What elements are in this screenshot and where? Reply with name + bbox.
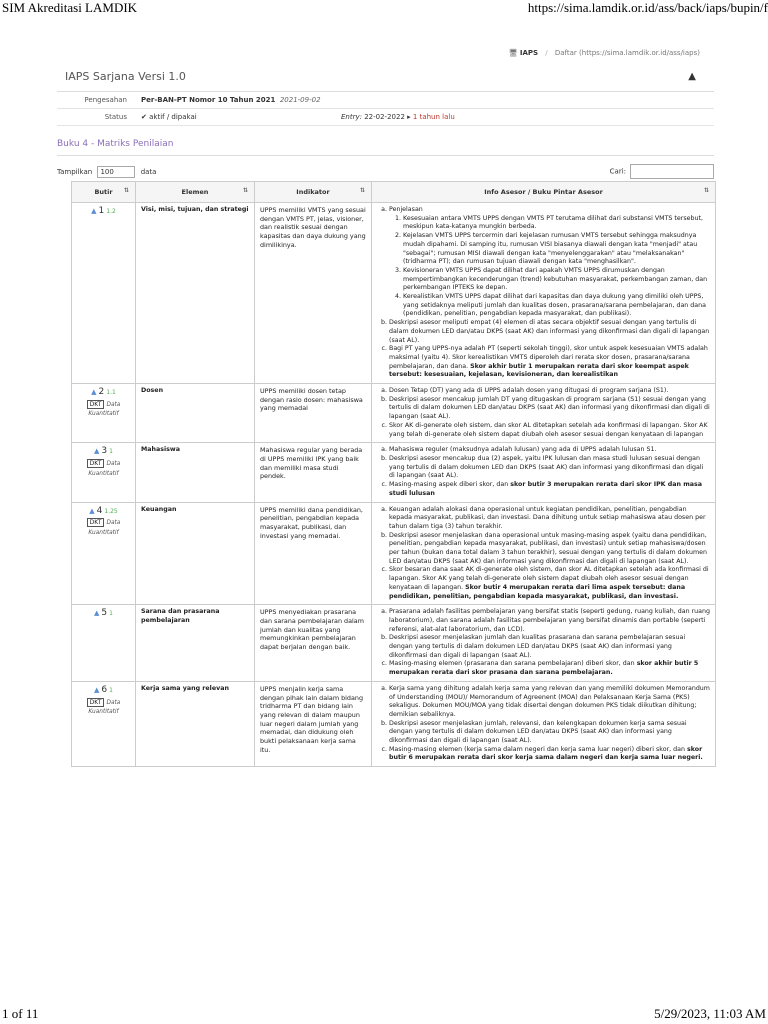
- info-subitem: 3. Kevisioneran VMTS UPPS dapat dilihat dari apakah VMTS UPPS dirumuskan dengan mempertimbangkan kecenderungan (trend) kebutuhan masyarakat, perkembangan zaman, dan perkembangan IPTEKS ke depan.: [403, 267, 710, 293]
- info-asesor-cell: [372, 502, 716, 605]
- info-item: c. Masing-masing elemen (kerja sama dalam negeri dan kerja sama luar negeri) diberi skor, dan skor butir 6 merupakan rerata dari skor kerja sama dalam negeri dan kerja sama luar negeri.: [389, 746, 710, 763]
- page-counter: 1 of 11: [2, 1006, 39, 1021]
- elemen-cell: Kerja sama yang relevan: [136, 681, 255, 766]
- panel-info: [57, 92, 714, 126]
- info-item: c. Bagi PT yang UPPS-nya adalah PT (seperti sekolah tinggi), skor untuk aspek kesesuaian VMTS adalah maksimal (yaitu 4). Skor kerealistikan VMTS diperoleh dari rerata skor dosen, prasarana/sarana pembelajaran, dan dana. Skor akhir butir 1 merupakan rerata dari skor keempat aspek tersebut: kesesuaian, kejelasan, kevisioneran, dan kerealistikan: [389, 345, 710, 380]
- elemen-cell: Visi, misi, tujuan, dan strategi: [136, 203, 255, 384]
- status-row: [57, 109, 714, 126]
- info-item: b. Deskripsi asesor menjelaskan jumlah dan kualitas prasarana dan sarana pembelajaran sesuai dengan yang tertulis di dalam dokumen LED dan/atau DKPS (saat AK) dan informasi yang dikonfirmasi dan digali di lapangan (saat AL).: [389, 634, 710, 660]
- print-header: [0, 0, 768, 18]
- elemen-cell: Dosen: [136, 384, 255, 443]
- info-item: a. Mahasiswa reguler (maksudnya adalah lulusan) yang ada di UPPS adalah lulusan S1.: [389, 446, 710, 455]
- column-header-label: Elemen: [181, 187, 209, 196]
- data-label: data: [140, 168, 157, 176]
- indikator-cell: Mahasiswa regular yang berada di UPPS memiliki IPK yang baik dan memiliki masa studi pendek.: [255, 443, 372, 502]
- butir-weight: 1: [109, 610, 113, 618]
- table-row: [72, 203, 716, 384]
- breadcrumb: 🖥 IAPS / Daftar (https://sima.lamdik.or.id/ass/iaps): [508, 49, 700, 57]
- butir-weight: 1.1: [106, 389, 116, 397]
- info-item: b. Deskripsi asesor mencakup jumlah DT yang ditugaskan di program sarjana (S1) sesuai dengan yang tertulis di dalam dokumen LED dan/atau DKPS (saat AK) dan informasi yang dikonfirmasi dan digali di lapangan (saat AL).: [389, 396, 710, 422]
- info-item-emphasis: Skor butir 4 merupakan rerata dari lima aspek tersebut: dana pendidikan, penelitian, pengabdian kepada masyarakat, publikasi, dan investasi.: [389, 583, 686, 600]
- status-label: Status: [104, 113, 127, 121]
- arrow-up-icon[interactable]: ▲: [89, 506, 95, 515]
- dkt-badge: DKT: [87, 400, 105, 409]
- info-item: c. Skor besaran dana saat AK di-generate oleh sistem, dan skor AL ditetapkan setelah ada konfirmasi di lapangan. Skor AK yang telah di-generate oleh sistem dapat diubah oleh asesor sesuai dengan kenyataan di lapangan. Skor butir 4 merupakan rerata dari lima aspek tersebut: dana pendidikan, penelitian, pengabdian kepada masyarakat, publikasi, dan investasi.: [389, 566, 710, 601]
- butir-number: 2: [98, 387, 105, 398]
- column-header-label: Indikator: [296, 187, 330, 196]
- info-item: a. Kerja sama yang dihitung adalah kerja sama yang relevan dan yang memiliki dokumen Memorandum of Understanding (MOU)/ Memorandum of Agreenent (MOA) dan Pelaksanaan Kerja Sama (PKS) sekaligus. Dokumen MOU/MOA yang tidak disertai dengan dokumen PKS tidak diikutkan dihitung; demikian sebaliknya.: [389, 685, 710, 720]
- indikator-cell: UPPS menjalin kerja sama dengan pihak lain dalam bidang tridharma PT dan bidang lain yang relevan di dalam maupun luar negeri dalam jumlah yang memadai, dan didukung oleh bukti pelaksanaan kerja sama itu.: [255, 681, 372, 766]
- table-row: [72, 384, 716, 443]
- check-icon: ✔: [141, 113, 147, 121]
- dkt-note: Data Kuantitatif: [88, 401, 121, 418]
- column-header[interactable]: [372, 182, 716, 203]
- sort-icon[interactable]: ⇅: [703, 187, 709, 194]
- info-item: a. Keuangan adalah alokasi dana operasional untuk kegiatan pendidikan, penelitian, pengabdian kepada masyarakat, publikasi, dan investasi. Dana dihitung untuk setiap mahasiswa atau dosen per tahun dalam tiga (3) tahun terakhir.: [389, 506, 710, 532]
- pengesahan-date: 2021-09-02: [279, 96, 321, 104]
- entry-value: 22-02-2022: [364, 113, 405, 121]
- info-asesor-cell: [372, 443, 716, 502]
- entry-ago: 1 tahun lalu: [412, 113, 455, 121]
- print-header-url: https://sima.lamdik.or.id/ass/back/iaps/bupin/f: [527, 0, 768, 15]
- info-item: a. Prasarana adalah fasilitas pembelajaran yang bersifat statis (seperti gedung, ruang kuliah, dan ruang laboratorium), dan sarana adalah fasilitas pembelajaran yang bersifat dinamis dan portable (seperti referensi, alat-alat laboratorium, dan LCD).: [389, 608, 710, 634]
- sort-icon[interactable]: ⇅: [123, 187, 129, 194]
- table-row: [72, 502, 716, 605]
- search-label: Cari:: [609, 167, 626, 176]
- elemen-cell: Sarana dan prasarana pembelajaran: [136, 605, 255, 682]
- entry-label: Entry:: [341, 113, 362, 121]
- matrix-table: [71, 181, 716, 767]
- butir-weight: 1: [109, 686, 113, 694]
- butir-cell: [72, 605, 136, 682]
- dkt-note: Data Kuantitatif: [88, 520, 121, 536]
- butir-cell: [72, 384, 136, 443]
- info-item-emphasis: skor butir 6 merupakan rerata dari skor kerja sama dalam negeri dan kerja sama luar negeri.: [389, 745, 703, 762]
- info-item: b. Deskripsi asesor menjelaskan dana operasional untuk masing-masing aspek (yaitu dana pendidikan, penelitian, pengabdian kepada masyarakat, publikasi, dan investasi) untuk setiap mahasiswa/dosen per tahun (bukan dana total dalam 3 tahun terakhir), sesuai dengan yang tertulis di dalam dokumen LED dan/atau DKPS (saat AK) dan informasi yang dikonfirmasi dan digali di lapangan (saat AL).: [389, 532, 710, 567]
- table-header-row: [72, 182, 716, 203]
- column-header-label: Butir: [94, 187, 113, 196]
- info-subitem: 2. Kejelasan VMTS UPPS tercermin dari kejelasan rumusan VMTS tersebut sehingga maksudnya mudah dipahami. Di samping itu, rumusan VISI biasanya diawali dengan kata "menjadi" atau "sebagai"; rumusan MISI diawali dengan kata "menyelenggarakan" atau "melaksanakan" (tridharma PT); dan rumusan tujuan diawali dengan kata "menghasilkan".: [403, 232, 710, 267]
- table-row: [72, 605, 716, 682]
- indikator-cell: UPPS menyediakan prasarana dan sarana pembelajaran dalam jumlah dan kualitas yang memungkinkan pembelajaran dapat berjalan dengan baik.: [255, 605, 372, 682]
- print-footer: [0, 1004, 768, 1024]
- dkt-badge: DKT: [87, 459, 105, 468]
- info-item: c. Masing-masing aspek diberi skor, dan skor butir 3 merupakan rerata dari skor IPK dan masa studi lulusan: [389, 481, 710, 498]
- section-title: Buku 4 - Matriks Penilaian: [57, 139, 174, 149]
- caret-right-icon: ▸: [407, 113, 411, 121]
- butir-number: 4: [96, 505, 103, 516]
- info-item-emphasis: skor akhir butir 5 merupakan rerata dari skor prasana dan sarana pembelajaran.: [389, 660, 699, 677]
- info-item-emphasis: skor butir 3 merupakan rerata dari skor IPK dan masa studi lulusan: [389, 481, 702, 497]
- arrow-up-icon[interactable]: ▲: [94, 447, 100, 456]
- monitor-icon: 🖥: [508, 49, 518, 57]
- info-item: c. Masing-masing elemen (prasarana dan sarana pembelajaran) diberi skor, dan skor akhir butir 5 merupakan rerata dari skor prasana dan sarana pembelajaran.: [389, 660, 710, 677]
- info-item: b. Deskripsi asesor meliputi empat (4) elemen di atas secara objektif sesuai dengan yang tertulis di dalam dokumen LED dan/atau DKPS (saat AK) dan informasi yang dikonfirmasi dan digali di lapangan (saat AL).: [389, 319, 710, 345]
- info-item: a. Dosen Tetap (DT) yang ada di UPPS adalah dosen yang ditugasi di program sarjana (S1).: [389, 387, 710, 396]
- column-header[interactable]: [255, 182, 372, 203]
- butir-cell: [72, 203, 136, 384]
- dkt-note: Data Kuantitatif: [88, 699, 121, 716]
- info-item: a. Penjelasan 1. Kesesuaian antara VMTS UPPS dengan VMTS PT terutama dilihat dari substansi VMTS tersebut, meskipun kata-katanya mungkin berbeda. 2. Kejelasan VMTS UPPS tercermin dari kejelasan rumusan VMTS tersebut sehingga maksudnya mudah dipahami. Di samping itu, rumusan VISI biasanya diawali dengan kata "menjadi" atau "sebagai"; rumusan MISI diawali dengan kata "menyelenggarakan" atau "melaksanakan" (tridharma PT); dan rumusan tujuan diawali dengan kata "menghasilkan". 3. Kevisioneran VMTS UPPS dapat dilihat dari apakah VMTS UPPS dirumuskan dengan mempertimbangkan kecenderungan (trend) kebutuhan masyarakat, perkembangan zaman, dan perkembangan IPTEKS ke depan. 4. Kerealistikan VMTS UPPS dapat dilihat dari kapasitas dan daya dukung yang dimiliki oleh UPPS, yang setidaknya meliputi jumlah dan kualitas dosen, prasarana/sarana pembelajaran, dan dana (pendidikan, penelitian, pengabdian kepada masyarakat, dan publikasi).: [389, 206, 710, 319]
- butir-cell: [72, 502, 136, 605]
- sort-icon[interactable]: ⇅: [242, 187, 248, 194]
- status-value: aktif / dipakai: [149, 113, 197, 121]
- butir-cell: [72, 443, 136, 502]
- info-asesor-cell: [372, 203, 716, 384]
- info-item: b. Deskripsi asesor menjelaskan jumlah, relevansi, dan kelengkapan dokumen kerja sama sesuai dengan yang tertulis di dalam dokumen LED dan/atau DKPS (saat AK) dan informasi yang dikonfirmasi dan digali di lapangan (saat AL).: [389, 720, 710, 746]
- sort-icon[interactable]: ⇅: [359, 187, 365, 194]
- search-input[interactable]: [630, 164, 714, 179]
- column-header[interactable]: [136, 182, 255, 203]
- table-row: [72, 443, 716, 502]
- butir-number: 6: [101, 684, 108, 695]
- info-item-emphasis: Skor akhir butir 1 merupakan rerata dari skor keempat aspek tersebut: kesesuaian, kejelasan, kevisioneran, dan kerealistikan: [389, 362, 689, 379]
- table-body: [72, 203, 716, 767]
- table-row: [72, 681, 716, 766]
- print-header-title: SIM Akreditasi LAMDIK: [2, 0, 138, 15]
- divider: [57, 155, 714, 156]
- info-asesor-cell: [372, 605, 716, 682]
- butir-cell: [72, 681, 136, 766]
- butir-number: 3: [101, 446, 108, 457]
- butir-weight: 1.25: [104, 507, 118, 515]
- arrow-up-icon[interactable]: ▲: [94, 609, 100, 618]
- show-label: Tampilkan: [57, 168, 93, 176]
- panel-title: IAPS Sarjana Versi 1.0: [65, 70, 186, 83]
- info-asesor-cell: [372, 384, 716, 443]
- butir-number: 1: [98, 206, 105, 216]
- column-header-label: Info Asesor / Buku Pintar Asesor: [484, 187, 603, 196]
- pengesahan-row: [57, 92, 714, 109]
- dkt-note: Data Kuantitatif: [88, 460, 121, 477]
- pengesahan-value: Per-BAN-PT Nomor 10 Tahun 2021: [141, 96, 276, 104]
- page-length-select[interactable]: 100: [97, 166, 135, 178]
- print-timestamp: 5/29/2023, 11:03 AM: [654, 1006, 766, 1021]
- arrow-up-icon[interactable]: ▲: [94, 685, 100, 694]
- indikator-cell: UPPS memiliki VMTS yang sesuai dengan VMTS PT, jelas, visioner, dan realistik sesuai dengan kapasitas dan daya dukung yang dimilikinya.: [255, 203, 372, 384]
- iaps-panel: [57, 62, 714, 126]
- breadcrumb-app[interactable]: IAPS: [519, 49, 539, 57]
- butir-weight: 1: [109, 448, 113, 456]
- dkt-badge: DKT: [87, 698, 105, 707]
- info-item: b. Deskripsi asesor mencakup dua (2) aspek, yaitu IPK lulusan dan masa studi lulusan sesuai dengan yang tertulis di dalam dokumen LED dan DKPS (saat AK) dan informasi yang dikonfirmasi dan digali di lapangan (saat AL).: [389, 455, 710, 481]
- butir-weight: 1.2: [106, 208, 116, 215]
- elemen-cell: Keuangan: [136, 502, 255, 605]
- table-controls: [57, 166, 714, 178]
- info-subitem: 1. Kesesuaian antara VMTS UPPS dengan VMTS PT terutama dilihat dari substansi VMTS tersebut, meskipun kata-katanya mungkin berbeda.: [403, 215, 710, 232]
- arrow-up-icon[interactable]: ▲: [91, 207, 97, 215]
- butir-number: 5: [101, 608, 108, 619]
- column-header[interactable]: [72, 182, 136, 203]
- breadcrumb-current[interactable]: Daftar (https://sima.lamdik.or.id/ass/iaps): [554, 49, 700, 57]
- info-subitem: 4. Kerealistikan VMTS UPPS dapat dilihat dari kapasitas dan daya dukung yang dimiliki oleh UPPS, yang setidaknya meliputi jumlah dan kualitas dosen, prasarana/sarana pembelajaran, dan dana (pendidikan, penelitian, pengabdian kepada masyarakat, dan publikasi).: [403, 293, 710, 319]
- indikator-cell: UPPS memiliki dana pendidikan, penelitian, pengabdian kepada masyarakat, publikasi, dan investasi yang memadai.: [255, 502, 372, 605]
- info-asesor-cell: [372, 681, 716, 766]
- chevron-up-icon[interactable]: ▲: [688, 71, 696, 82]
- info-item: c. Skor AK di-generate oleh sistem, dan skor AL ditetapkan setelah ada konfirmasi di lapangan. Skor AK yang telah di-generate oleh sistem dapat diubah oleh asesor sesuai dengan kenyataan di lapangan: [389, 422, 710, 439]
- elemen-cell: Mahasiswa: [136, 443, 255, 502]
- arrow-up-icon[interactable]: ▲: [91, 388, 97, 397]
- dkt-badge: DKT: [87, 518, 105, 527]
- indikator-cell: UPPS memiliki dosen tetap dengan rasio dosen: mahasiswa yang memadai: [255, 384, 372, 443]
- panel-header: [57, 62, 714, 92]
- pengesahan-label: Pengesahan: [84, 96, 127, 104]
